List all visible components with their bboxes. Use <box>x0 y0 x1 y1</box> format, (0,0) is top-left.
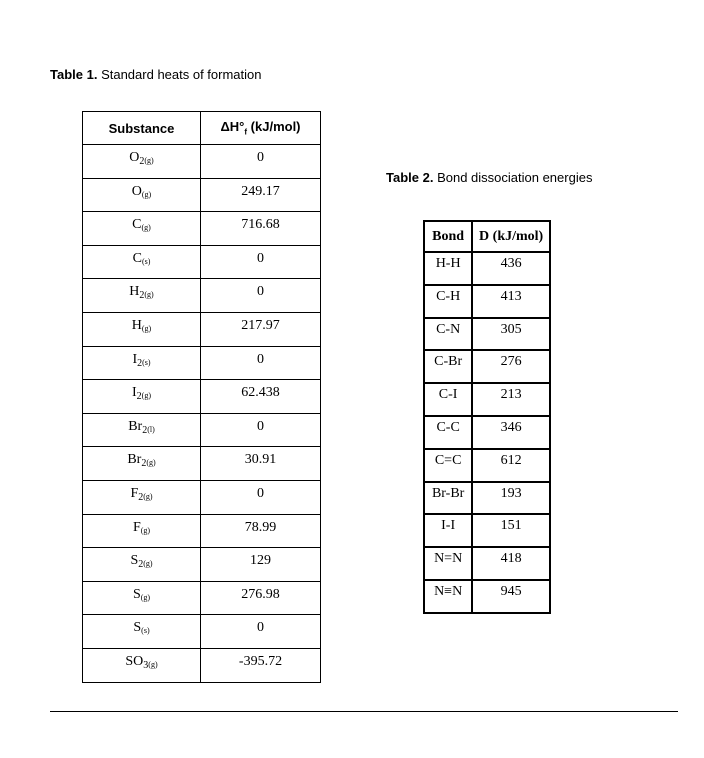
table-row <box>83 145 321 179</box>
substance-cell <box>83 380 201 414</box>
formula-subscript: 2 <box>139 156 145 167</box>
energy-cell <box>472 449 550 482</box>
bond-cell <box>424 416 472 449</box>
table2-header-row <box>424 221 550 252</box>
bond-dissociation-table <box>423 220 551 614</box>
substance-cell <box>83 581 201 615</box>
table-row <box>83 212 321 246</box>
enthalpy-cell <box>201 648 321 682</box>
energy-value: 151 <box>500 518 522 534</box>
bond-cell <box>424 285 472 318</box>
table-row <box>83 648 321 682</box>
enthalpy-value: 0 <box>257 150 264 165</box>
enthalpy-cell <box>201 279 321 313</box>
table-row <box>83 413 321 447</box>
table1-caption <box>50 67 262 82</box>
table-row <box>83 245 321 279</box>
phase-label: (g) <box>146 458 156 468</box>
enthalpy-value: 129 <box>250 553 271 569</box>
enthalpy-value: 249.17 <box>241 183 280 199</box>
table-row <box>83 178 321 212</box>
table-row <box>424 514 550 547</box>
energy-value: 413 <box>500 288 522 304</box>
enthalpy-cell <box>201 245 321 279</box>
substance-cell <box>83 447 201 481</box>
heats-of-formation-table <box>82 111 321 683</box>
bond-label: I-I <box>441 518 456 534</box>
enthalpy-cell <box>201 615 321 649</box>
bond-cell <box>424 580 472 613</box>
enthalpy-cell <box>201 413 321 447</box>
table-row <box>83 380 321 414</box>
enthalpy-value: 0 <box>257 284 264 300</box>
enthalpy-cell <box>201 480 321 514</box>
energy-value: 276 <box>500 354 522 370</box>
formula: F <box>130 485 139 501</box>
bond-cell <box>424 318 472 351</box>
phase-label: (s) <box>142 357 151 367</box>
energy-cell <box>472 318 550 351</box>
formula: I <box>132 385 137 401</box>
table1-header-row <box>83 112 321 145</box>
energy-cell <box>472 580 550 613</box>
energy-cell <box>472 350 550 383</box>
table2-caption-label: Table 2. <box>386 170 434 185</box>
formula: O <box>129 150 140 165</box>
energy-cell <box>472 482 550 515</box>
formula-subscript: 2 <box>136 391 142 403</box>
enthalpy-cell <box>201 514 321 548</box>
formula-subscript: 2 <box>141 458 147 470</box>
energy-cell <box>472 383 550 416</box>
phase-label: (g) <box>144 156 154 165</box>
energy-value: 305 <box>500 321 522 337</box>
bond-cell <box>424 383 472 416</box>
substance-cell <box>83 279 201 313</box>
table2-caption-text: Bond dissociation energies <box>433 170 593 185</box>
table-row <box>83 548 321 582</box>
table-row <box>424 449 550 482</box>
table-row <box>83 312 321 346</box>
substance-cell <box>83 312 201 346</box>
enthalpy-cell <box>201 380 321 414</box>
phase-label: (g) <box>144 290 154 300</box>
formula: C <box>132 250 142 266</box>
table2-caption <box>386 170 592 185</box>
table-row <box>83 279 321 313</box>
formula: H <box>131 317 142 333</box>
enthalpy-value: 0 <box>257 620 264 636</box>
formula-subscript: 2 <box>142 424 148 436</box>
table-row <box>424 318 550 351</box>
formula-subscript: 2 <box>138 559 144 571</box>
bond-cell <box>424 514 472 547</box>
formula-subscript: 2 <box>138 491 144 503</box>
enthalpy-cell <box>201 548 321 582</box>
enthalpy-value: 78.99 <box>244 519 277 535</box>
enthalpy-cell <box>201 346 321 380</box>
table-row <box>424 252 550 285</box>
formula: O <box>131 183 142 199</box>
substance-cell <box>83 648 201 682</box>
table-row <box>424 547 550 580</box>
bond-cell <box>424 252 472 285</box>
enthalpy-value: 0 <box>257 485 264 501</box>
phase-label: (g) <box>141 391 151 401</box>
enthalpy-cell <box>201 178 321 212</box>
phase-label: (g) <box>143 491 153 501</box>
formula-subscript: 2 <box>137 357 143 369</box>
energy-cell <box>472 416 550 449</box>
energy-cell <box>472 547 550 580</box>
bond-cell <box>424 449 472 482</box>
energy-value: 418 <box>500 551 522 567</box>
energy-value: 612 <box>500 452 522 468</box>
phase-label: (s) <box>141 626 150 636</box>
bond-label: C-I <box>438 387 458 403</box>
energy-value: 213 <box>500 387 522 403</box>
bond-label: N=N <box>434 551 463 567</box>
formula: S <box>133 620 142 636</box>
table-row <box>424 580 550 613</box>
enthalpy-header: $\Delta H^\circ_f$ (kJ/mol) <box>201 112 321 145</box>
phase-label: (g) <box>141 189 152 199</box>
table-row <box>83 480 321 514</box>
table-row <box>424 350 550 383</box>
formula: C <box>132 217 142 233</box>
substance-cell <box>83 245 201 279</box>
bond-label: C-N <box>436 321 461 337</box>
formula: H <box>129 284 140 300</box>
enthalpy-value: 0 <box>257 418 264 434</box>
table-row <box>83 346 321 380</box>
table-row <box>83 514 321 548</box>
bond-label: H-H <box>435 256 461 271</box>
enthalpy-value: -395.72 <box>238 653 283 669</box>
enthalpy-cell <box>201 312 321 346</box>
substance-cell <box>83 514 201 548</box>
formula-subscript: 3 <box>143 659 149 671</box>
substance-cell <box>83 212 201 246</box>
bond-label: N≡N <box>434 583 463 599</box>
energy-value: 436 <box>500 256 522 271</box>
energy-value: 945 <box>500 583 522 599</box>
bond-header: Bond <box>424 221 472 252</box>
formula: Br <box>128 418 143 434</box>
phase-label: (s) <box>141 256 151 266</box>
energy-cell <box>472 252 550 285</box>
enthalpy-value: 0 <box>257 250 264 266</box>
enthalpy-value: 276.98 <box>241 586 280 602</box>
substance-cell <box>83 178 201 212</box>
substance-cell <box>83 145 201 179</box>
substance-cell <box>83 548 201 582</box>
bond-cell <box>424 547 472 580</box>
formula: S <box>132 586 141 602</box>
enthalpy-cell <box>201 212 321 246</box>
energy-value: 193 <box>500 485 522 501</box>
table1-caption-text: Standard heats of formation <box>97 67 262 82</box>
phase-label: (g) <box>140 525 151 535</box>
substance-cell <box>83 615 201 649</box>
substance-cell <box>83 413 201 447</box>
enthalpy-value: 716.68 <box>241 217 280 233</box>
formula: SO <box>125 653 144 669</box>
bond-cell <box>424 350 472 383</box>
phase-label: (g) <box>143 559 153 569</box>
table-row <box>83 447 321 481</box>
table-row <box>83 581 321 615</box>
formula-subscript: 2 <box>139 290 145 302</box>
energy-cell <box>472 514 550 547</box>
bond-label: Br-Br <box>431 485 465 501</box>
formula: I <box>132 351 138 367</box>
table-row <box>424 482 550 515</box>
enthalpy-cell <box>201 145 321 179</box>
energy-cell <box>472 285 550 318</box>
table1-caption-label: Table 1. <box>50 67 98 82</box>
footer-divider <box>50 711 678 712</box>
phase-label: (g) <box>148 659 158 669</box>
energy-header: D (kJ/mol) <box>472 221 550 252</box>
phase-label: (g) <box>141 223 151 233</box>
bond-cell <box>424 482 472 515</box>
substance-cell <box>83 480 201 514</box>
substance-cell <box>83 346 201 380</box>
bond-label: C-C <box>436 419 460 435</box>
enthalpy-value: 0 <box>257 351 264 367</box>
formula: Br <box>127 452 142 468</box>
enthalpy-value: 62.438 <box>241 385 280 401</box>
substance-header: Substance <box>83 112 201 145</box>
enthalpy-cell <box>201 447 321 481</box>
phase-label: (l) <box>147 424 155 434</box>
table-row <box>424 383 550 416</box>
formation-subscript: f <box>244 127 248 137</box>
table-row <box>424 285 550 318</box>
bond-label: C=C <box>434 452 462 468</box>
energy-value: 346 <box>500 419 522 435</box>
enthalpy-value: 30.91 <box>244 452 277 468</box>
table-row <box>424 416 550 449</box>
phase-label: (g) <box>140 592 151 602</box>
formula: F <box>132 519 141 535</box>
bond-label: C-Br <box>434 354 463 370</box>
table-row <box>83 615 321 649</box>
bond-label: C-H <box>436 288 461 304</box>
formula: S <box>130 553 139 569</box>
enthalpy-cell <box>201 581 321 615</box>
phase-label: (g) <box>141 323 152 333</box>
enthalpy-value: 217.97 <box>241 317 280 333</box>
